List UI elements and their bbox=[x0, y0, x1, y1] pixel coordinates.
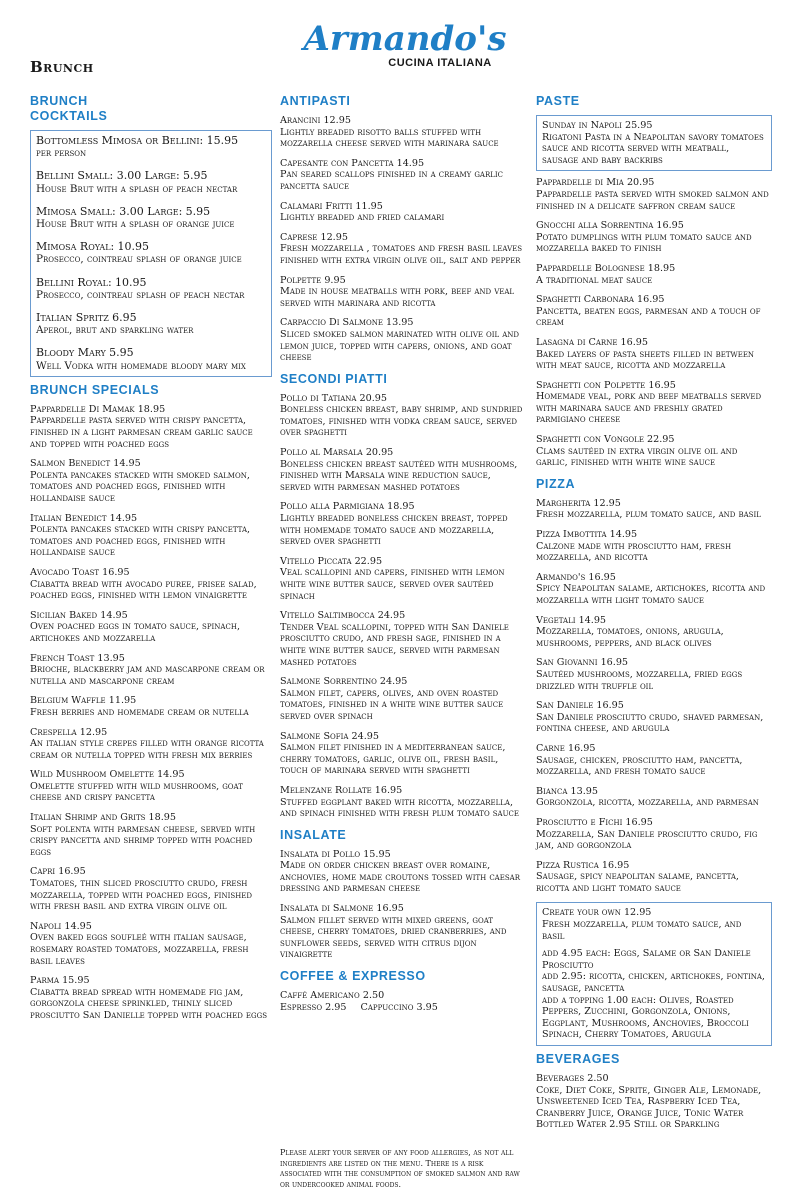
item-price: 24.95 bbox=[379, 676, 408, 688]
antipasti-title: ANTIPASTI bbox=[280, 94, 351, 108]
paste-featured-box bbox=[536, 115, 772, 171]
item-price: 13.95 bbox=[386, 317, 414, 329]
item-price: 16.95 bbox=[58, 866, 86, 878]
menu-item bbox=[30, 975, 272, 1021]
menu-item bbox=[30, 812, 272, 858]
column-right bbox=[536, 88, 772, 1139]
menu-item bbox=[280, 676, 524, 722]
item-desc: Rigatoni Pasta in a Neapolitan savory tomatoes sauce and ricotta served with meatball, sausage and baby backribs bbox=[542, 131, 764, 166]
item-desc: Fresh mozzarella, plum tomato sauce, and basil bbox=[536, 509, 761, 521]
menu-item bbox=[30, 567, 272, 602]
item-price: 16.95 bbox=[588, 571, 616, 583]
menu-item bbox=[36, 241, 266, 265]
item-name: Pappardelle Di Mamak bbox=[30, 403, 135, 415]
specials-title: BRUNCH SPECIALS bbox=[30, 382, 160, 397]
item-desc: Boneless chicken breast, baby shrimp, and sundried tomatoes, finished with vodka cream sauce, served over spaghetti bbox=[280, 404, 523, 439]
item-name: Bianca bbox=[536, 785, 568, 797]
item-name: Italian Shrimp and Grits bbox=[30, 812, 146, 824]
menu-item bbox=[36, 277, 266, 301]
menu-item bbox=[280, 158, 524, 193]
coffee-americano: Caffé Americano 2.50 bbox=[280, 990, 385, 1002]
item-name: Spaghetti con Vongole bbox=[536, 434, 644, 446]
menu-item bbox=[280, 275, 524, 310]
item-name: Belgium Waffle bbox=[30, 695, 106, 707]
item-price: 12.95 bbox=[323, 115, 351, 126]
item-price: 16.95 bbox=[625, 816, 653, 828]
armandos-logo bbox=[300, 18, 510, 70]
menu-item bbox=[536, 529, 772, 564]
item-name: Caprese bbox=[280, 231, 318, 243]
menu-item bbox=[36, 347, 266, 371]
item-name: Melenzane Rollate bbox=[280, 784, 372, 796]
logo-subtitle: CUCINA ITALIANA bbox=[388, 57, 492, 69]
item-desc: Salmon filet, capers, olives, and oven roasted tomatoes, finished in a white wine butter sauce served over spinach bbox=[280, 687, 504, 722]
item-name: French Toast bbox=[30, 652, 95, 664]
item-name: Capesante con Pancetta bbox=[280, 157, 394, 169]
menu-item bbox=[536, 817, 772, 852]
item-name: Salmon Benedict bbox=[30, 458, 111, 470]
item-desc: Omelette stuffed with wild mushrooms, goat cheese and crispy pancetta bbox=[30, 780, 243, 804]
allergy-disclaimer: Please alert your server of any food allergies, as not all ingredients are listed on the menu. There is a risk associated with the consumption of smoked salmon and raw or undercooked animal foods. bbox=[280, 1148, 520, 1189]
item-desc: Salmon filet finished in a mediterranean sauce, cherry tomatoes, garlic, olive oil, fresh basil, touch of marinara served with spaghetti bbox=[280, 742, 506, 777]
item-price: 14.95 bbox=[396, 157, 425, 169]
item-price: 14.95 bbox=[609, 529, 638, 541]
pizza-list bbox=[536, 498, 772, 895]
item-desc: Brioche, blackberry jam and mascarpone cream or nutella and mascarpone cream bbox=[30, 664, 265, 687]
menu-item bbox=[30, 921, 272, 967]
item-desc: Pan seared scallops finished in a creamy garlic pancetta sauce bbox=[280, 169, 504, 192]
menu-item bbox=[280, 393, 524, 439]
custom-pizza bbox=[542, 907, 766, 942]
coffee-espresso: Espresso 2.95 bbox=[280, 1001, 347, 1013]
menu-item bbox=[536, 860, 772, 895]
column-left bbox=[30, 88, 272, 1030]
menu-item bbox=[30, 866, 272, 912]
insalate-list bbox=[280, 849, 524, 961]
item-price: 16.95 bbox=[374, 784, 403, 796]
item-price: 16.95 bbox=[102, 566, 130, 578]
item-price: 18.95 bbox=[148, 812, 176, 824]
create-your-own-box bbox=[536, 902, 772, 1046]
item-name: Spaghetti con Polpette bbox=[536, 379, 646, 391]
item-price: 13.95 bbox=[97, 652, 125, 664]
item-name: Wild Mushroom Omelette bbox=[30, 769, 155, 781]
menu-item bbox=[280, 731, 524, 777]
item-desc: Made on order chicken breast over romaine, anchovies, home made croutons tossed with caesar dressing and parmesan cheese bbox=[280, 860, 520, 895]
menu-item bbox=[36, 135, 266, 159]
addon-1: add 4.95 each: Eggs, Salame or San Daniele Prosciutto bbox=[542, 948, 751, 971]
item-desc: Spicy Neapolitan salame, artichokes, ricotta and mozzarella with light tomato sauce bbox=[536, 583, 766, 606]
item-desc: Oven poached eggs in tomato sauce, spinach, artichokes and mozzarella bbox=[30, 621, 240, 644]
menu-item bbox=[536, 337, 772, 372]
item-name: Crespella bbox=[30, 726, 77, 738]
item-desc: Salmon fillet served with mixed greens, goat cheese, cherry tomatoes, dried cranberries, and sunflower seeds, served with citrus dijon vinaigrette bbox=[280, 914, 507, 961]
menu-item bbox=[30, 653, 272, 688]
item-desc: Clams sautéed in extra virgin olive oil and garlic, finished with white wine sauce bbox=[536, 445, 738, 469]
insalate-title: INSALATE bbox=[280, 827, 347, 842]
item-desc: Prosecco, cointreau splash of orange juice bbox=[36, 253, 242, 266]
item-price: 24.95 bbox=[351, 730, 379, 742]
item-price: 16.95 bbox=[596, 700, 624, 712]
item-price: 16.95 bbox=[648, 379, 676, 391]
item-desc: Stuffed eggplant baked with ricotta, mozzarella, and spinach finished with fresh plum tomato sauce bbox=[280, 796, 519, 820]
item-name: Create your own bbox=[542, 907, 621, 919]
menu-item bbox=[30, 695, 272, 718]
item-desc: Fresh berries and homemade cream or nutella bbox=[30, 706, 249, 718]
item-name: Calamari Fritti bbox=[280, 200, 353, 212]
menu-item bbox=[280, 115, 524, 150]
beverages-title: BEVERAGES bbox=[536, 1052, 620, 1066]
item-name: Mimosa Small: 3.00 Large: bbox=[36, 204, 183, 218]
addon-2: add 2.95: ricotta, chicken, artichokes, fontina, sausage, pancetta bbox=[542, 971, 765, 995]
secondi-title: SECONDI PIATTI bbox=[280, 371, 388, 386]
item-desc: Gorgonzola, ricotta, mozzarella, and parmesan bbox=[536, 797, 759, 809]
item-desc: Tender Veal scallopini, topped with San Daniele prosciutto crudo, and fresh sage, finished in a white wine butter sauce, served with parmesan mashed potatoes bbox=[280, 621, 509, 668]
menu-item bbox=[280, 232, 524, 267]
item-name: Spaghetti Carbonara bbox=[536, 294, 634, 306]
menu-item bbox=[280, 849, 524, 895]
item-price: 22.95 bbox=[354, 555, 383, 567]
menu-item bbox=[280, 501, 524, 547]
menu-item bbox=[36, 206, 266, 230]
bottled-water: Bottled Water 2.95 Still or Sparkling bbox=[536, 1119, 720, 1131]
pizza-title: PIZZA bbox=[536, 476, 576, 491]
menu-item bbox=[536, 572, 772, 607]
item-price: 14.95 bbox=[157, 769, 185, 781]
item-price: 24.95 bbox=[377, 610, 406, 622]
item-desc: Prosecco, cointreau splash of peach nectar bbox=[36, 288, 245, 301]
item-name: Carpaccio Di Salmone bbox=[280, 317, 383, 329]
logo-wordmark: Armando's bbox=[303, 19, 507, 59]
item-desc: Sausage, chicken, prosciutto ham, pancetta, mozzarella, and fresh tomato sauce bbox=[536, 754, 743, 778]
item-desc: House Brut with a splash of orange juice bbox=[36, 218, 235, 231]
cocktails-title: BRUNCH COCKTAILS bbox=[30, 94, 108, 123]
item-price: 20.95 bbox=[626, 177, 655, 189]
item-name: Mimosa Royal: bbox=[36, 240, 115, 254]
item-desc: Veal scallopini and capers, finished with lemon white wine butter sauce, served over sautéed spinach bbox=[280, 567, 505, 602]
item-price: 14.95 bbox=[64, 920, 92, 932]
menu-item bbox=[30, 404, 272, 450]
item-price: 18.95 bbox=[387, 501, 415, 513]
item-name: Gnocchi alla Sorrentina bbox=[536, 220, 654, 232]
item-price: 15.95 bbox=[206, 134, 239, 147]
menu-item bbox=[30, 727, 272, 762]
menu-item bbox=[536, 700, 772, 735]
item-name: Insalata di Pollo bbox=[280, 848, 361, 860]
item-name: Vitello Piccata bbox=[280, 555, 352, 567]
item-price: 16.95 bbox=[376, 903, 404, 915]
menu-item bbox=[536, 743, 772, 778]
item-price: 14.95 bbox=[578, 614, 607, 626]
item-desc: Pancetta, beaten eggs, parmesan and a touch of cream bbox=[536, 305, 761, 329]
item-name: Pollo alla Parmigiana bbox=[280, 501, 385, 513]
cocktails-box bbox=[30, 130, 272, 377]
item-name: Carne bbox=[536, 742, 565, 754]
menu-item bbox=[30, 513, 272, 559]
item-desc: San Daniele prosciutto crudo, shaved parmesan, fontina cheese, and arugula bbox=[536, 711, 764, 735]
item-desc: Well Vodka with homemade bloody mary mix bbox=[36, 359, 246, 372]
item-price: 18.95 bbox=[647, 262, 676, 274]
item-desc: Polenta pancakes stacked with crispy pancetta, tomatoes and poached eggs, finished with hollandaise sauce bbox=[30, 524, 251, 559]
item-desc: Sausage, spicy neapolitan salame, pancetta, ricotta and light tomato sauce bbox=[536, 871, 739, 894]
item-desc: Boneless chicken breast sautéed with mushrooms, finished with Marsala wine reduction sauce, served with parmesan mashed potatoes bbox=[280, 458, 518, 493]
menu-item bbox=[280, 201, 524, 224]
item-name: San Daniele bbox=[536, 700, 594, 712]
addon-3: add a topping 1.00 each: Olives, Roasted Peppers, Zucchini, Gorgonzola, Onions, Eggplant, Mushrooms, Anchovies, Broccoli Spinach, Cherry Tomatoes, Arugula bbox=[542, 994, 749, 1041]
item-price: 2.50 bbox=[587, 1073, 609, 1084]
item-desc: Baked layers of pasta sheets filled in between with meat sauce, ricotta and mozzarella bbox=[536, 348, 755, 372]
specials-list bbox=[30, 404, 272, 1022]
item-price: 16.95 bbox=[620, 336, 648, 348]
coffee-cappuccino: Cappuccino 3.95 bbox=[360, 1001, 438, 1013]
item-desc: Mozzarella, tomatoes, onions, arugula, mushrooms, peppers, and black olives bbox=[536, 626, 724, 649]
item-price: 11.95 bbox=[108, 695, 137, 707]
menu-item bbox=[30, 769, 272, 804]
item-name: San Giovanni bbox=[536, 657, 598, 669]
item-name: Salmone Sorrentino bbox=[280, 676, 377, 688]
item-price: 16.95 bbox=[656, 220, 684, 232]
item-name: Pollo di Tatiana bbox=[280, 392, 357, 404]
item-desc: Potato dumplings with plum tomato sauce and mozzarella baked to finish bbox=[536, 231, 752, 255]
item-desc: Ciabatta bread spread with homemade fig jam, gorgonzola cheese sprinkled, thinly sliced prosciutto San Danielle topped with poached eggs bbox=[30, 986, 268, 1021]
item-desc: per person bbox=[36, 147, 87, 160]
item-desc: Oven baked eggs soufleé with italian sausage, rosemary roasted tomatoes, mozzarella, fresh basil leaves bbox=[30, 932, 249, 967]
item-price: 9.95 bbox=[324, 274, 346, 286]
item-price: 14.95 bbox=[113, 458, 141, 470]
coffee-row bbox=[280, 1002, 524, 1014]
item-price: 12.95 bbox=[79, 726, 108, 738]
item-name: Bottomless Mimosa or Bellini: bbox=[36, 134, 204, 147]
menu-item bbox=[536, 615, 772, 650]
item-price: 16.95 bbox=[600, 657, 629, 669]
item-name: Pizza Imbottita bbox=[536, 529, 607, 541]
menu-item bbox=[30, 458, 272, 504]
item-name: Pollo al Marsala bbox=[280, 447, 363, 459]
coffee-item bbox=[280, 990, 524, 1013]
menu-item bbox=[536, 263, 772, 286]
item-price: 10.95 bbox=[117, 240, 150, 254]
paste-featured-item bbox=[542, 120, 766, 166]
item-price: 22.95 bbox=[647, 434, 675, 446]
item-price: 5.95 bbox=[185, 204, 211, 218]
item-desc: Fresh mozzarella, plum tomato sauce, and basil bbox=[542, 919, 742, 942]
item-desc: Pappardelle pasta served with smoked salmon and finished in a delicate saffron cream sauce bbox=[536, 188, 769, 212]
item-name: Prosciutto e Fichi bbox=[536, 816, 623, 828]
item-price: 15.95 bbox=[363, 848, 391, 860]
menu-item bbox=[280, 556, 524, 602]
item-price: 20.95 bbox=[359, 392, 387, 404]
item-desc: Pappardelle pasta served with crispy pancetta, finished in a light parmesan cream garlic sauce and topped with poached eggs bbox=[30, 415, 253, 450]
item-price: 10.95 bbox=[114, 275, 147, 289]
item-price: 12.95 bbox=[623, 907, 652, 919]
menu-item bbox=[536, 498, 772, 521]
menu-item bbox=[536, 294, 772, 329]
item-price: 16.95 bbox=[567, 742, 596, 754]
menu-item bbox=[536, 434, 772, 469]
paste-list bbox=[536, 177, 772, 468]
item-desc: Lightly breaded risotto balls stuffed with mozzarella cheese served with marinara sauce bbox=[280, 126, 499, 150]
item-price: 12.95 bbox=[320, 231, 348, 243]
item-name: Pizza Rustica bbox=[536, 859, 599, 871]
item-desc: Made in house meatballs with pork, beef and veal served with marinara and ricotta bbox=[280, 286, 515, 309]
item-price: 16.95 bbox=[637, 294, 665, 306]
menu-item bbox=[36, 312, 266, 336]
item-name: Pappardelle di Mia bbox=[536, 177, 624, 189]
item-price: 5.95 bbox=[109, 346, 134, 360]
item-name: Arancini bbox=[280, 115, 321, 126]
item-name: Lasagna di Carne bbox=[536, 336, 618, 348]
item-desc: Sliced smoked salmon marinated with olive oil and lemon juice, topped with capers, onions, and goat cheese bbox=[280, 328, 520, 364]
coffee-title: COFFEE & EXPRESSO bbox=[280, 969, 426, 984]
beverages-item bbox=[536, 1073, 772, 1131]
item-desc: Ciabatta bread with avocado puree, frisee salad, poached eggs, finished with lemon vinaigrette bbox=[30, 578, 257, 602]
item-name: Vegetali bbox=[536, 614, 576, 626]
item-price: 15.95 bbox=[62, 975, 90, 987]
column-middle bbox=[280, 88, 524, 1021]
item-desc: Polenta pancakes stacked with smoked salmon, tomatoes and poached eggs, finished with hollandaise sauce bbox=[30, 469, 250, 504]
paste-title: PASTE bbox=[536, 94, 580, 108]
item-price: 5.95 bbox=[183, 169, 208, 183]
menu-item bbox=[280, 317, 524, 363]
menu-item bbox=[536, 220, 772, 255]
page-title: Brunch bbox=[30, 58, 94, 76]
menu-item bbox=[36, 170, 266, 194]
item-name: Bloody Mary bbox=[36, 346, 106, 360]
item-price: 14.95 bbox=[100, 609, 128, 621]
item-desc: Mozzarella, San Daniele prosciutto crudo, fig jam, and gorgonzola bbox=[536, 828, 758, 852]
item-desc: Lightly breaded boneless chicken breast, topped with homemade tomato sauce and mozzarella, served over spaghetti bbox=[280, 513, 508, 548]
item-desc: An italian style crepes filled with orange ricotta cream or nutella topped with fresh mix berries bbox=[30, 738, 264, 761]
item-name: Armando's bbox=[536, 571, 586, 583]
item-name: Margherita bbox=[536, 497, 591, 509]
item-name: Capri bbox=[30, 866, 56, 878]
item-name: Parma bbox=[30, 975, 60, 987]
item-price: 18.95 bbox=[137, 403, 166, 415]
item-name: Italian Spritz bbox=[36, 311, 109, 325]
item-name: Beverages bbox=[536, 1073, 585, 1084]
secondi-list bbox=[280, 393, 524, 820]
item-price: 12.95 bbox=[593, 497, 621, 509]
menu-item bbox=[280, 447, 524, 493]
item-name: Bellini Small: 3.00 Large: bbox=[36, 169, 180, 183]
item-price: 6.95 bbox=[112, 311, 137, 325]
item-price: 16.95 bbox=[601, 859, 630, 871]
item-name: Napoli bbox=[30, 920, 62, 932]
item-price: 11.95 bbox=[355, 200, 383, 212]
item-desc: Homemade veal, pork and beef meatballs served with marinara sauce and freshly grated parmigiano cheese bbox=[536, 391, 762, 426]
item-desc: Calzone made with prosciutto ham, fresh mozzarella, and ricotta bbox=[536, 540, 732, 564]
menu-item bbox=[536, 380, 772, 426]
item-name: Polpette bbox=[280, 274, 322, 286]
item-name: Avocado Toast bbox=[30, 566, 100, 578]
item-price: 20.95 bbox=[365, 447, 394, 459]
menu-item bbox=[536, 657, 772, 692]
menu-item bbox=[280, 785, 524, 820]
item-desc: Fresh mozzarella , tomatoes and fresh basil leaves finished with extra virgin olive oil, salt and pepper bbox=[280, 243, 523, 266]
menu-item bbox=[280, 610, 524, 668]
item-name: Vitello Saltimbocca bbox=[280, 610, 375, 622]
item-desc: Lightly breaded and fried calamari bbox=[280, 212, 445, 224]
menu-item bbox=[30, 610, 272, 645]
item-desc: A traditional meat sauce bbox=[536, 274, 653, 286]
item-name: Salmone Sofia bbox=[280, 730, 349, 742]
antipasti-list bbox=[280, 115, 524, 364]
item-name: Pappardelle Bolognese bbox=[536, 262, 645, 274]
item-name: Sicilian Baked bbox=[30, 609, 98, 621]
item-name: Bellini Royal: bbox=[36, 275, 112, 289]
item-price: 25.95 bbox=[624, 120, 653, 131]
item-desc: Tomatoes, thin sliced prosciutto crudo, fresh mozzarella, topped with poached eggs, finished with fresh basil and extra virgin olive oil bbox=[30, 878, 252, 913]
item-desc: Coke, Diet Coke, Sprite, Ginger Ale, Lemonade, Unsweetened Iced Tea, Raspberry Iced Tea, Cranberry Juice, Orange Juice, Tonic Water bbox=[536, 1084, 762, 1119]
menu-item bbox=[536, 177, 772, 212]
item-desc: Soft polenta with parmesan cheese, served with crispy pancetta and shrimp topped with poached eggs bbox=[30, 823, 256, 858]
item-desc: Aperol, brut and sparkling water bbox=[36, 324, 194, 337]
menu-item bbox=[280, 903, 524, 961]
item-name: Italian Benedict bbox=[30, 512, 107, 524]
menu-item bbox=[536, 786, 772, 809]
item-desc: House Brut with a splash of peach nectar bbox=[36, 182, 238, 195]
item-desc: Sautéed mushrooms, mozzarella, fried eggs drizzled with truffle oil bbox=[536, 668, 743, 692]
item-name: Insalata di Salmone bbox=[280, 903, 374, 915]
item-price: 13.95 bbox=[570, 785, 598, 797]
item-price: 14.95 bbox=[109, 512, 138, 524]
item-name: Sunday in Napoli bbox=[542, 120, 622, 131]
